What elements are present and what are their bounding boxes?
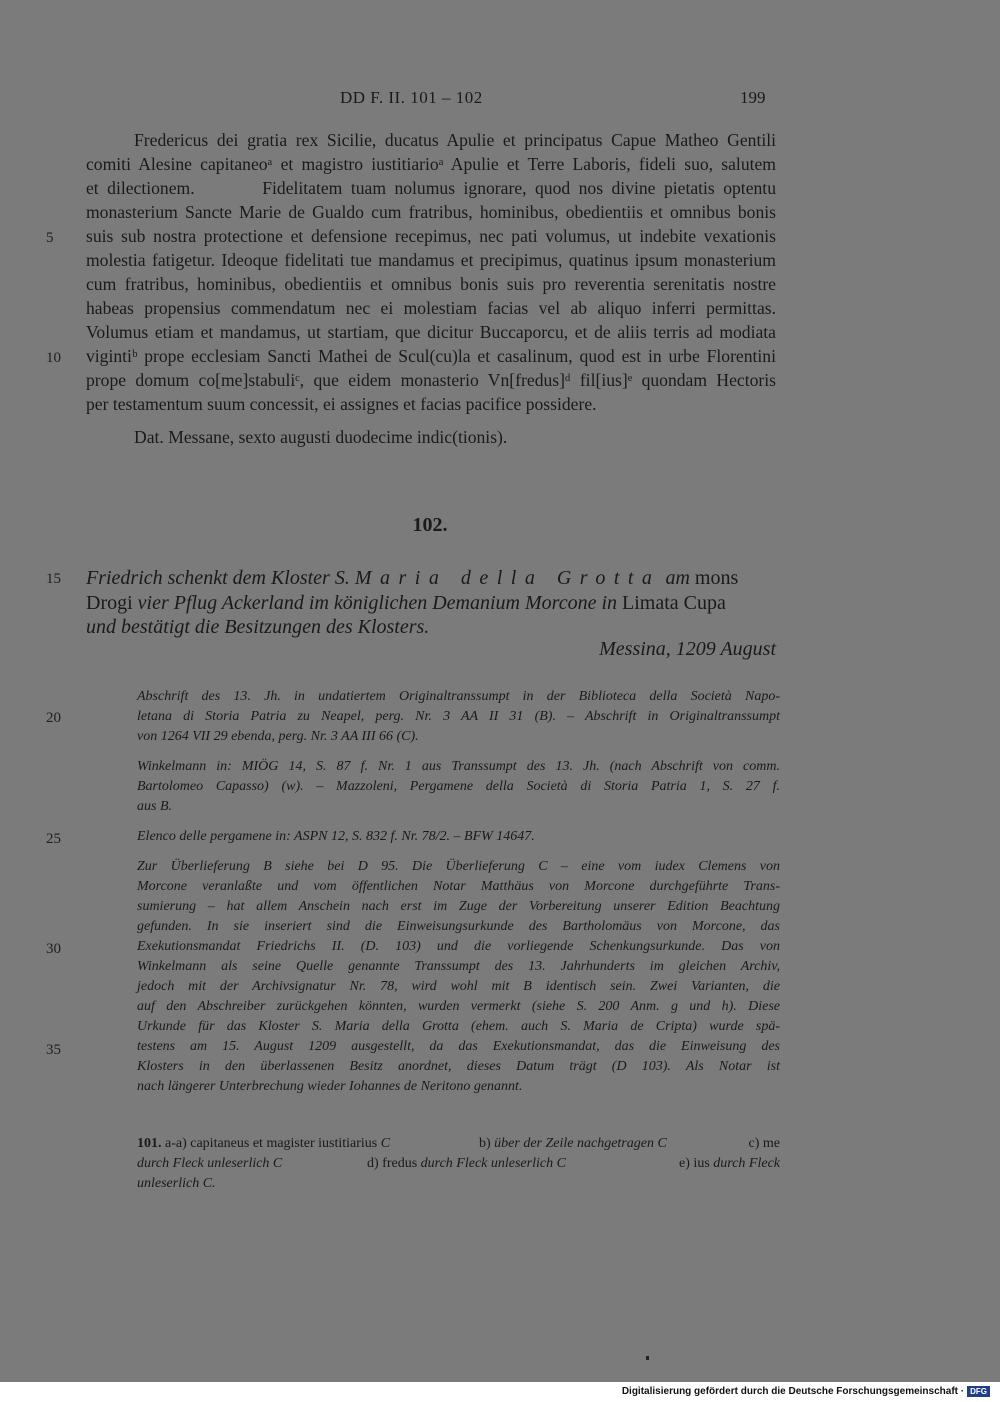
text-line: cum fratribus, hominibus, obedientiis et omnibus bonis suis pro reverentia serenitatis nostre: [86, 274, 776, 294]
note-line: aus B.: [137, 799, 172, 814]
dateline: Messina, 1209 August: [599, 638, 776, 660]
note-line: Urkunde für das Kloster S. Maria della Grotta (ehem. auch S. Maria de Cripta) wurde spä-: [137, 1019, 780, 1034]
document-number: 102.: [412, 514, 448, 536]
text-line: Volumus etiam et mandamus, ut startiam, que dicitur Buccaporcu, et de aliis terris ad modiata: [86, 322, 776, 342]
footnote-marker: e) ius: [679, 1156, 710, 1171]
regest-text: S.: [334, 567, 350, 589]
line-number: 35: [46, 1042, 61, 1058]
text-line: comiti Alesine capitaneoᵃ et magistro iustitiarioᵃ Apulie et Terre Laboris, fideli suo, salutem: [86, 154, 776, 174]
text-line: suis sub nostra protectione et defensione recepimus, nec pati volumus, ut indebite vexationis: [86, 226, 776, 246]
note-line: Abschrift des 13. Jh. in undatiertem Originaltranssumpt in der Biblioteca della Società Napo-: [137, 689, 780, 704]
dating-clause: Dat. Messane, sexto augusti duodecime indic(tionis).: [134, 427, 508, 447]
footnote-c: c) me: [748, 1136, 780, 1151]
line-number: 10: [46, 350, 61, 366]
note-line: Bartolomeo Capasso) (w). – Mazzoleni, Pergamene della Società di Storia Patria 1, S. 27 f.: [137, 779, 780, 794]
line-number: 30: [46, 941, 61, 957]
regest-line: [86, 591, 776, 615]
text-line: vigintiᵇ prope ecclesiam Sancti Mathei de Scul(cu)la et casalinum, quod est in urbe Florentini: [86, 346, 776, 366]
note-line: auf den Abschreiber zurückgehen könnten, wurden vermerkt (siehe S. 200 Anm. g und h). Diese: [137, 999, 780, 1014]
regest-spaced-name: Maria della Grotta: [354, 567, 661, 589]
text-line: Fredericus dei gratia rex Sicilie, ducatus Apulie et principatus Capue Matheo Gentili: [134, 130, 776, 150]
dfg-logo: DFG: [967, 1386, 990, 1397]
footnote-d: [367, 1154, 566, 1174]
footnote-line: [137, 1134, 780, 1154]
footnote-e: [679, 1154, 780, 1174]
note-line: jedoch mit der Archivsignatur Nr. 78, wird wohl mit B identisch sein. Zwei Varianten, die: [137, 979, 780, 994]
note-line: sumierung – hat allem Anschein nach erst im Zuge der Vorbereitung unserer Edition Beachtung: [137, 899, 780, 914]
note-line: gefunden. In sie inseriert sind die Einweisungsurkunde des Bartholomäus von Morcone, das: [137, 919, 780, 934]
text-line: habeas propensius commendatum nec ei molestiam facias vel ab aliquo inferri permittas.: [86, 298, 776, 318]
note-line: Zur Überlieferung B siehe bei D 95. Die Überlieferung C – eine vom iudex Clemens von: [137, 859, 780, 874]
footnote-b: [479, 1134, 667, 1154]
text-line: monasterium Sancte Marie de Gualdo cum fratribus, hominibus, obedientiis et omnibus bonis: [86, 202, 776, 222]
note-line: von 1264 VII 29 ebenda, perg. Nr. 3 AA III 66 (C).: [137, 729, 419, 744]
note-line: Klosters in den überlassenen Besitz anordnet, dieses Datum trägt (D 103). Als Notar ist: [137, 1059, 780, 1074]
line-number: 15: [46, 571, 61, 587]
footnote-text: über der Zeile nachgetragen C: [494, 1136, 667, 1151]
regest-line: und bestätigt die Besitzungen des Klosters.: [86, 616, 430, 638]
regest-line: [86, 566, 776, 590]
note-line: Morcone veranlaßte und vom öffentlichen Notar Matthäus von Morcone durchgeführte Trans-: [137, 879, 780, 894]
regest-text: am: [665, 567, 690, 589]
regest-text: vier Pflug Ackerland im königlichen Demanium Morcone in: [137, 592, 617, 614]
text-line: prope domum co[me]stabuliᶜ, que eidem monasterio Vn[fredus]ᵈ fil[ius]ᵉ quondam Hectoris: [86, 370, 776, 390]
text-line: per testamentum suum concessit, ei assignes et facias pacifice possidere.: [86, 394, 597, 414]
footnote-a: a-a) capitaneus et magister iustitiarius: [165, 1136, 378, 1151]
note-line: Exekutionsmandat Friedrichs II. (D. 103) und die vorliegende Schenkungsurkunde. Das von: [137, 939, 780, 954]
footnote-text: durch Fleck unleserlich C: [420, 1156, 566, 1171]
page-number: 199: [740, 88, 766, 107]
line-number: 5: [46, 230, 54, 246]
note-line: nach längerer Unterbrechung wieder Iohannes de Neritono genannt.: [137, 1079, 523, 1094]
footnote-line: [137, 1154, 780, 1174]
text-line: molestia fatigetur. Ideoque fidelitati tue mandamus et precipimus, quatinus ipsum monasterium: [86, 250, 776, 270]
footnote-siglum: C: [380, 1136, 391, 1151]
note-line: Elenco delle pergamene in: ASPN 12, S. 832 f. Nr. 78/2. – BFW 14647.: [137, 829, 535, 844]
regest-place: mons: [694, 567, 739, 589]
note-line: Winkelmann in: MIÖG 14, S. 87 f. Nr. 1 aus Transsumpt des 13. Jh. (nach Abschrift von comm.: [137, 759, 780, 774]
footnote-text: durch Fleck unleserlich C: [137, 1156, 283, 1171]
line-number: 25: [46, 831, 61, 847]
footnote-text: durch Fleck: [713, 1156, 780, 1171]
footnote-doc-number: 101.: [137, 1136, 162, 1151]
footnote-marker: d) fredus: [367, 1156, 418, 1171]
line-number: 20: [46, 710, 61, 726]
regest-text: Friedrich schenkt dem Kloster: [86, 567, 330, 589]
footnote-marker: b): [479, 1136, 491, 1151]
note-line: letana di Storia Patria zu Neapel, perg. Nr. 3 AA II 31 (B). – Abschrift in Originaltranssumpt: [137, 709, 780, 724]
dfg-footer: [622, 1386, 990, 1397]
regest-place: Drogi: [86, 592, 133, 614]
running-head: DD F. II. 101 – 102: [340, 88, 483, 107]
note-line: testens am 15. August 1209 ausgestellt, da das Exekutionsmandat, das die Einweisung des: [137, 1039, 780, 1054]
footnote-line: unleserlich C.: [137, 1176, 216, 1191]
note-line: Winkelmann als seine Quelle genannte Transsumpt des 13. Jahrhunderts im gleichen Archiv,: [137, 959, 780, 974]
text-line: et dilectionem. Fidelitatem tuam nolumus ignorare, quod nos divine pietatis optentu: [86, 178, 776, 198]
regest-place: Limata Cupa: [622, 592, 726, 614]
footer-text: Digitalisierung gefördert durch die Deutsche Forschungsgemeinschaft ·: [621, 1386, 965, 1397]
scan-speck: [646, 1356, 649, 1360]
